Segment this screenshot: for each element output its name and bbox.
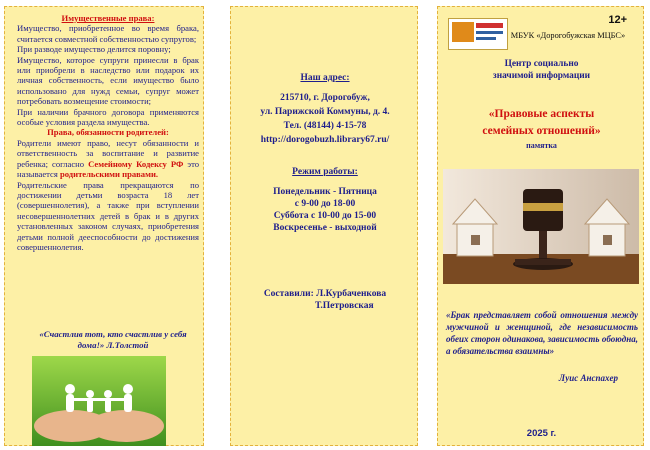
brochure-title-line1: «Правовые аспекты	[488, 108, 595, 120]
brochure-title-line2: семейных отношений»	[482, 125, 601, 137]
hours-sunday: Воскресенье - выходной	[273, 223, 377, 233]
text-p6: Родительские права прекращаются по достижении детьми возраста 18 лет (совершеннолетия), а также при вступлении несовершеннолетних детей в брак и в других установленных законом случаях, приобретения детьми полной дееспособности до достижения совершеннолетия.	[17, 179, 199, 252]
judge-gavel-houses-image	[443, 169, 639, 284]
organization-name: МБУК «Дорогобужская МЦБС»	[510, 31, 626, 40]
address-line2: ул. Парижской Коммуны, д. 4.	[260, 107, 390, 117]
text-p3: Имущество, которое супруги принесли в брак или приобрели в наследство или подарок их личная собственность, если имущество было использовано для нужд семьи, супруг может потребовать возмещение стоимости;	[17, 54, 199, 107]
hours-weekdays-time: с 9-00 до 18-00	[294, 199, 356, 209]
text-p5-mid: это называется	[17, 158, 200, 180]
panel-left	[4, 6, 204, 446]
compiled-by-line2: Т.Петровская	[315, 301, 374, 311]
year-label: 2025 г.	[526, 428, 557, 439]
hours-weekdays: Понедельник - Пятница	[273, 187, 377, 197]
address-label: Наш адрес:	[300, 73, 350, 83]
website-link[interactable]: http://dorogobuzh.library67.ru/	[260, 135, 390, 145]
text-p5	[17, 138, 199, 180]
hours-label: Режим работы:	[292, 167, 358, 177]
parental-rights-text: родительскими правами.	[59, 169, 159, 180]
address-line1: 215710, г. Дорогобуж,	[280, 93, 370, 103]
left-text-block	[17, 13, 199, 252]
heading-property-rights: Имущественные права:	[61, 13, 155, 23]
text-p5-start: Родители имеют право, несут обязанности и ответственность за воспитание и развитие ребенка; согласно	[17, 137, 199, 169]
compiled-by-line1: Составили: Л.Курбаченкова	[263, 289, 387, 299]
hands-family-image	[32, 356, 166, 446]
text-p4: При наличии брачного договора применяются особые условия раздела имущества.	[17, 106, 199, 128]
panel-middle	[230, 6, 418, 446]
quote-author: Луис Анспахер	[558, 373, 618, 383]
heading-parent-rights: Права, обязанности родителей:	[47, 127, 169, 138]
phone: Тел. (48144) 4-15-78	[283, 121, 367, 131]
anspacher-quote: «Брак представляет собой отношения между мужчиной и женщиной, где независимость обеих сторон одинакова, зависимость обоюдна, а обязательства взаимны»	[446, 310, 638, 356]
text-p1: Имущество, приобретенное во время брака, считается совместной собственностью супругов;	[17, 23, 199, 44]
family-code-text: Семейному Кодексу РФ	[88, 158, 184, 169]
tolstoy-quote: «Счастлив тот, кто счастлив у себя дома!» Л.Толстой	[39, 329, 187, 350]
age-rating: 12+	[608, 14, 627, 26]
center-title-line2: значимой информации	[492, 71, 591, 81]
memo-label: памятка	[526, 141, 557, 150]
panel-right	[437, 6, 644, 446]
text-p2: При разводе имущество делится поровну;	[17, 44, 171, 55]
center-title-line1: Центр социально	[504, 59, 579, 69]
hours-saturday: Суббота с 10-00 до 15-00	[273, 211, 377, 221]
